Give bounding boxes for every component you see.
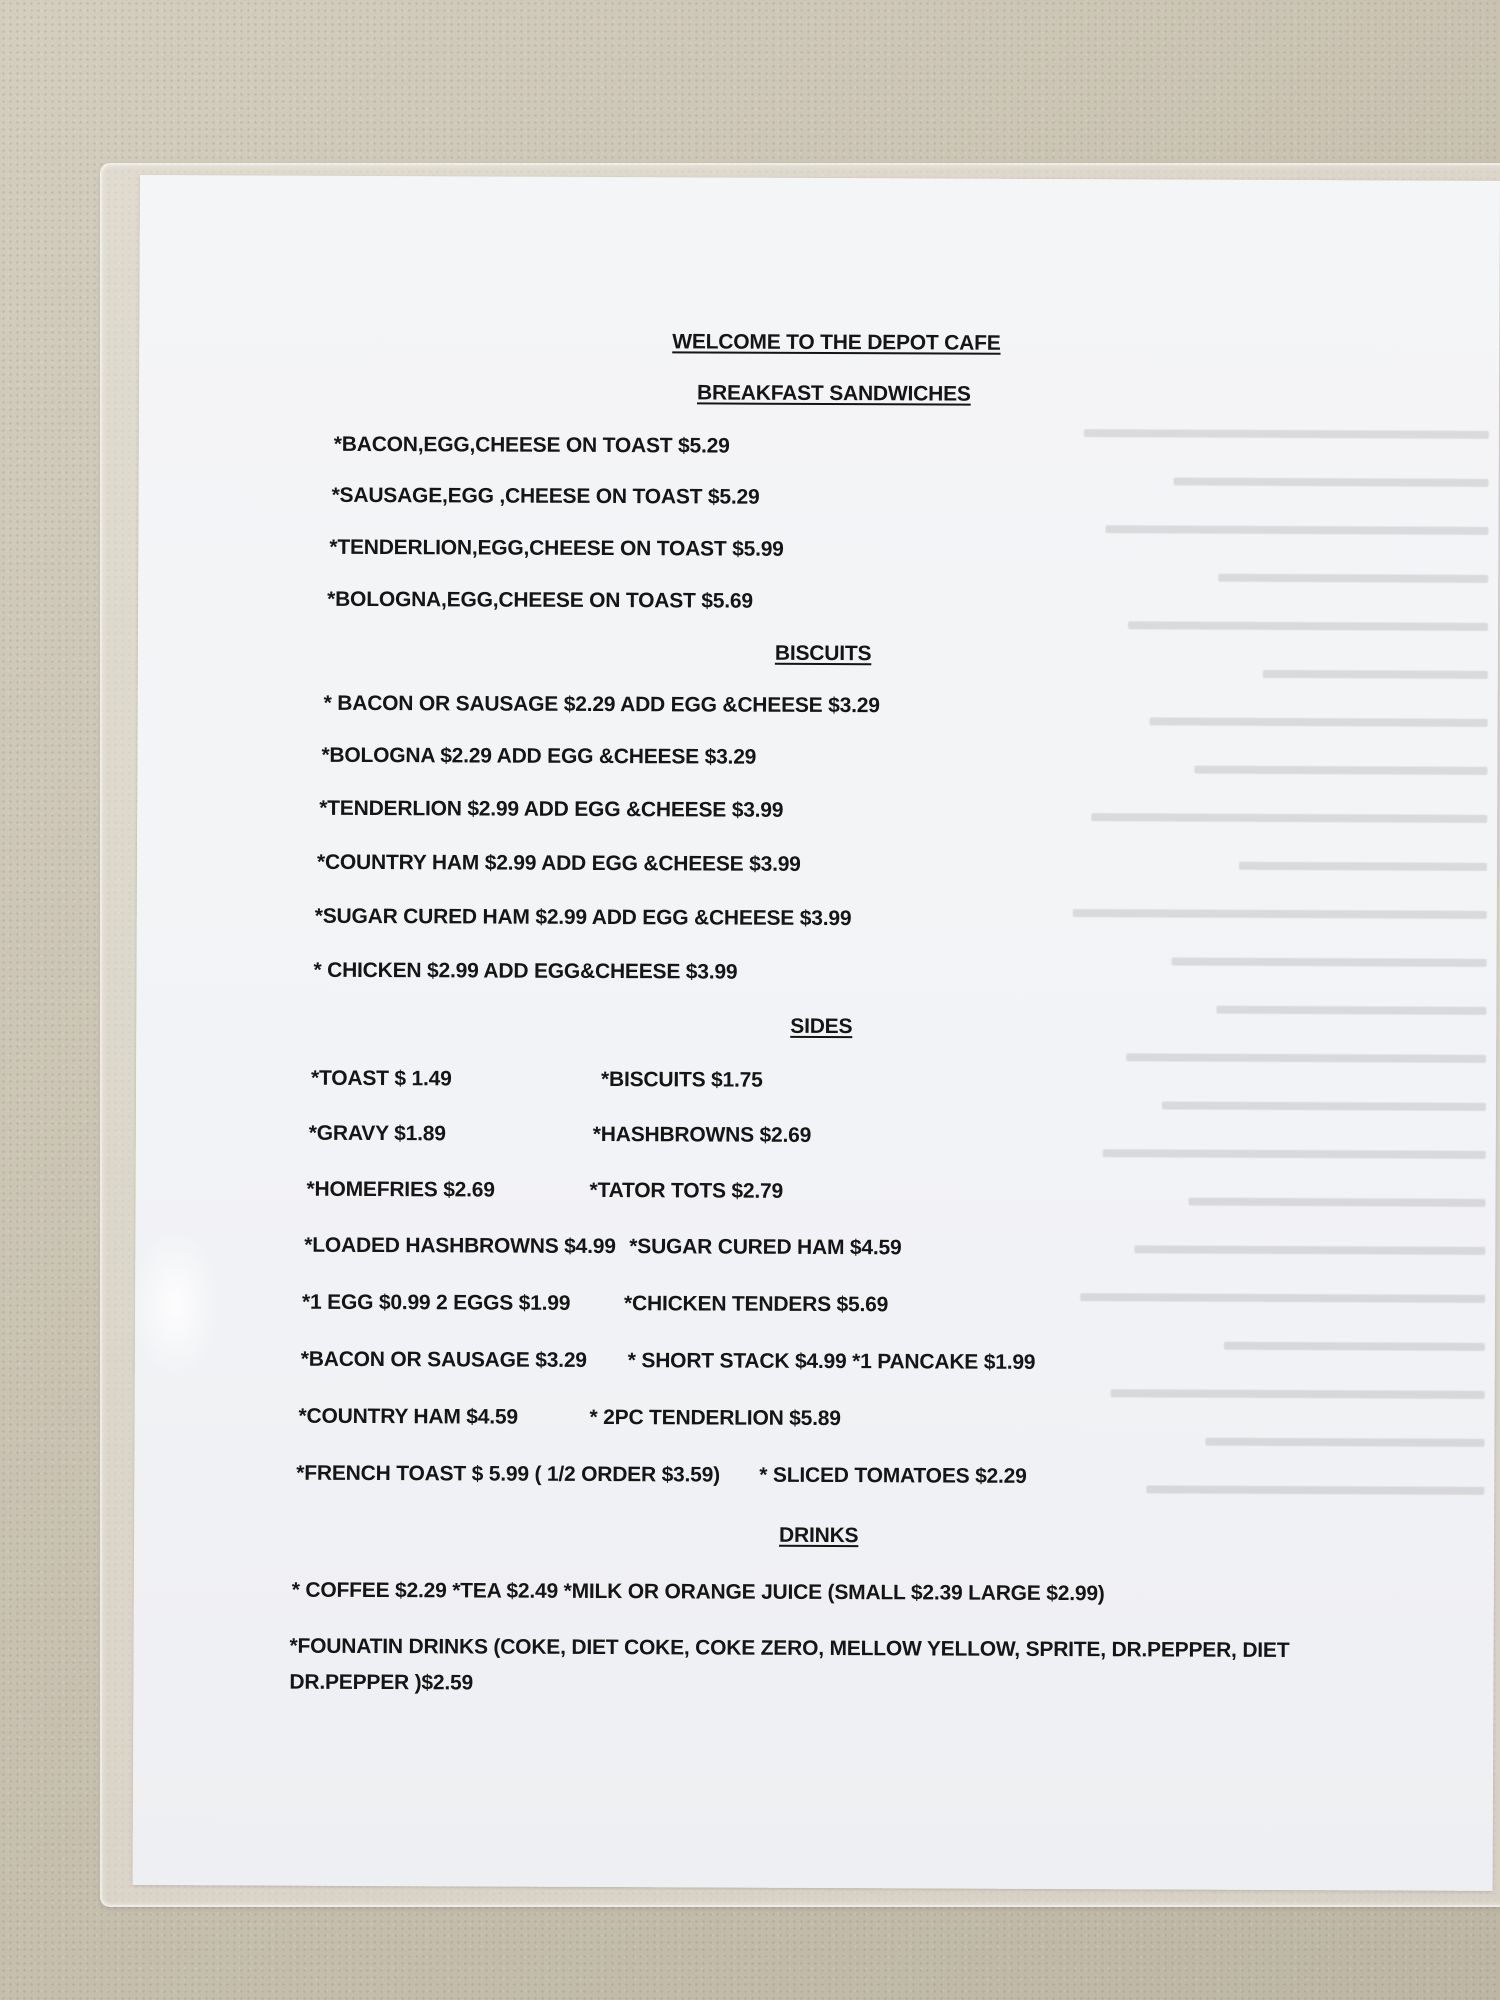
side-item: * SLICED TOMATOES $2.29 — [759, 1463, 1027, 1488]
menu-item: *SUGAR CURED HAM $2.99 ADD EGG &CHEESE $3.99 — [314, 904, 852, 931]
side-item: *HASHBROWNS $2.69 — [592, 1122, 812, 1147]
side-item: *1 EGG $0.99 2 EGGS $1.99 — [302, 1290, 571, 1315]
menu-item: *BOLOGNA $2.29 ADD EGG &CHEESE $3.29 — [321, 743, 757, 769]
side-item: *LOADED HASHBROWNS $4.99 — [304, 1233, 616, 1259]
menu-item: *TENDERLION $2.99 ADD EGG &CHEESE $3.99 — [319, 796, 784, 822]
side-item: *FRENCH TOAST $ 5.99 ( 1/2 ORDER $3.59) — [296, 1461, 721, 1487]
heading-drinks: DRINKS — [779, 1523, 859, 1548]
menu-sheet — [133, 175, 1500, 1891]
side-item: *SUGAR CURED HAM $4.59 — [629, 1235, 902, 1260]
side-item: *BACON OR SAUSAGE $3.29 — [300, 1347, 587, 1372]
menu-title: WELCOME TO THE DEPOT CAFE — [672, 330, 1001, 355]
menu-item: * BACON OR SAUSAGE $2.29 ADD EGG &CHEESE $3.29 — [323, 691, 880, 718]
side-item: * SHORT STACK $4.99 *1 PANCAKE $1.99 — [627, 1349, 1036, 1374]
fountain-drinks-line: *FOUNATIN DRINKS (COKE, DIET COKE, COKE ZERO, MELLOW YELLOW, SPRITE, DR.PEPPER, DIET DR.PEPPER )$2.59 — [289, 1634, 1290, 1695]
side-item: *TOAST $ 1.49 — [311, 1066, 452, 1091]
side-item: *TATOR TOTS $2.79 — [589, 1178, 784, 1203]
menu-item: *SAUSAGE,EGG ,CHEESE ON TOAST $5.29 — [331, 483, 760, 509]
heading-breakfast-sandwiches: BREAKFAST SANDWICHES — [697, 381, 971, 406]
menu-item: *COUNTRY HAM $2.99 ADD EGG &CHEESE $3.99 — [316, 850, 801, 876]
side-item: * 2PC TENDERLION $5.89 — [589, 1405, 841, 1431]
light-glare — [130, 1230, 220, 1380]
menu-item: * CHICKEN $2.99 ADD EGG&CHEESE $3.99 — [313, 958, 738, 984]
heading-sides: SIDES — [790, 1014, 853, 1039]
drinks-line: * COFFEE $2.29 *TEA $2.49 *MILK OR ORANGE JUICE (SMALL $2.39 LARGE $2.99) — [291, 1578, 1105, 1606]
side-item: *CHICKEN TENDERS $5.69 — [624, 1292, 889, 1317]
side-item: *GRAVY $1.89 — [308, 1121, 446, 1146]
side-item: *BISCUITS $1.75 — [601, 1068, 763, 1092]
menu-item: *BOLOGNA,EGG,CHEESE ON TOAST $5.69 — [327, 587, 753, 613]
heading-biscuits: BISCUITS — [774, 641, 872, 666]
bleed-through-text — [1034, 429, 1489, 1535]
menu-item: *BACON,EGG,CHEESE ON TOAST $5.29 — [333, 432, 730, 458]
side-item: *COUNTRY HAM $4.59 — [298, 1404, 518, 1429]
menu-item: *TENDERLION,EGG,CHEESE ON TOAST $5.99 — [329, 535, 784, 561]
side-item: *HOMEFRIES $2.69 — [306, 1177, 495, 1202]
